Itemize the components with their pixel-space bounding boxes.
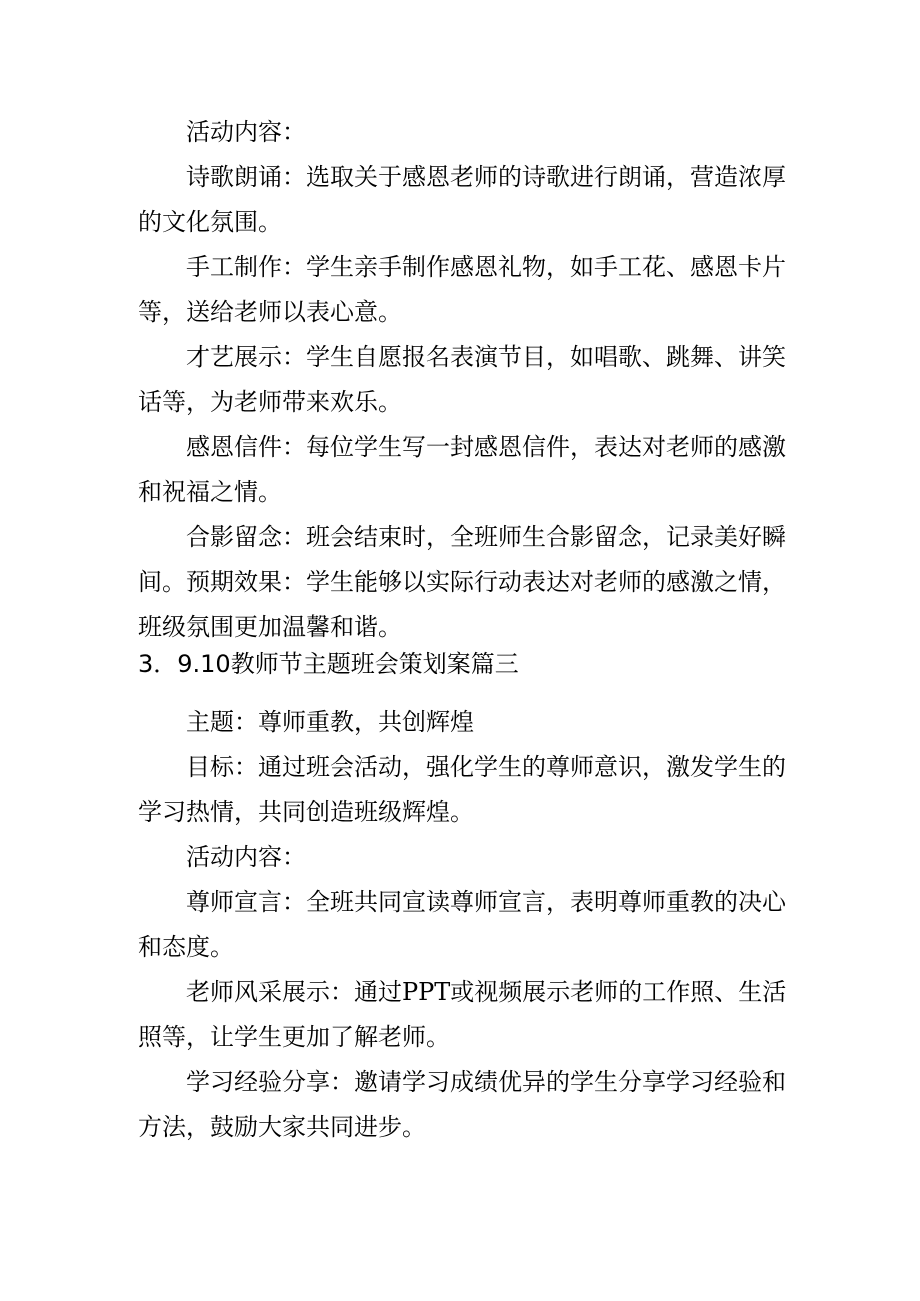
activity-content-label-2: 活动内容： — [186, 843, 306, 871]
paragraph-theme: 主题：尊师重教，共创辉煌 — [186, 708, 474, 736]
paragraph-expected-effect: 预期效果：学生能够以实际行动表达对老师的感激之情，班级氛围更加温馨和谐。 — [138, 568, 786, 641]
activity-content-label: 活动内容： — [186, 118, 306, 146]
paragraph-study-sharing: 学习经验分享：邀请学习成绩优异的学生分享学习经验和方法，鼓励大家共同进步。 — [138, 1068, 786, 1141]
paragraph-handicraft: 手工制作：学生亲手制作感恩礼物，如手工花、感恩卡片等，送给老师以表心意。 — [138, 253, 786, 326]
paragraph-talent-show: 才艺展示：学生自愿报名表演节目，如唱歌、跳舞、讲笑话等，为老师带来欢乐。 — [138, 343, 786, 416]
paragraph-respect-declaration: 尊师宣言：全班共同宣读尊师宣言，表明尊师重教的决心和态度。 — [138, 888, 786, 961]
section-heading: 3．9.10教师节主题班会策划案篇三 — [138, 650, 519, 678]
paragraph-teacher-showcase: 老师风采展示：通过PPT或视频展示老师的工作照、生活照等，让学生更加了解老师。 — [138, 978, 787, 1051]
paragraph-thank-you-letter: 感恩信件：每位学生写一封感恩信件，表达对老师的感激和祝福之情。 — [138, 433, 786, 506]
paragraph-poetry-recital: 诗歌朗诵：选取关于感恩老师的诗歌进行朗诵，营造浓厚的文化氛围。 — [138, 163, 786, 236]
paragraph-goal: 目标：通过班会活动，强化学生的尊师意识，激发学生的学习热情，共同创造班级辉煌。 — [138, 753, 786, 826]
paragraph-group-photo: 合影留念：班会结束时，全班师生合影留念，记录美好瞬间。 — [138, 523, 786, 596]
